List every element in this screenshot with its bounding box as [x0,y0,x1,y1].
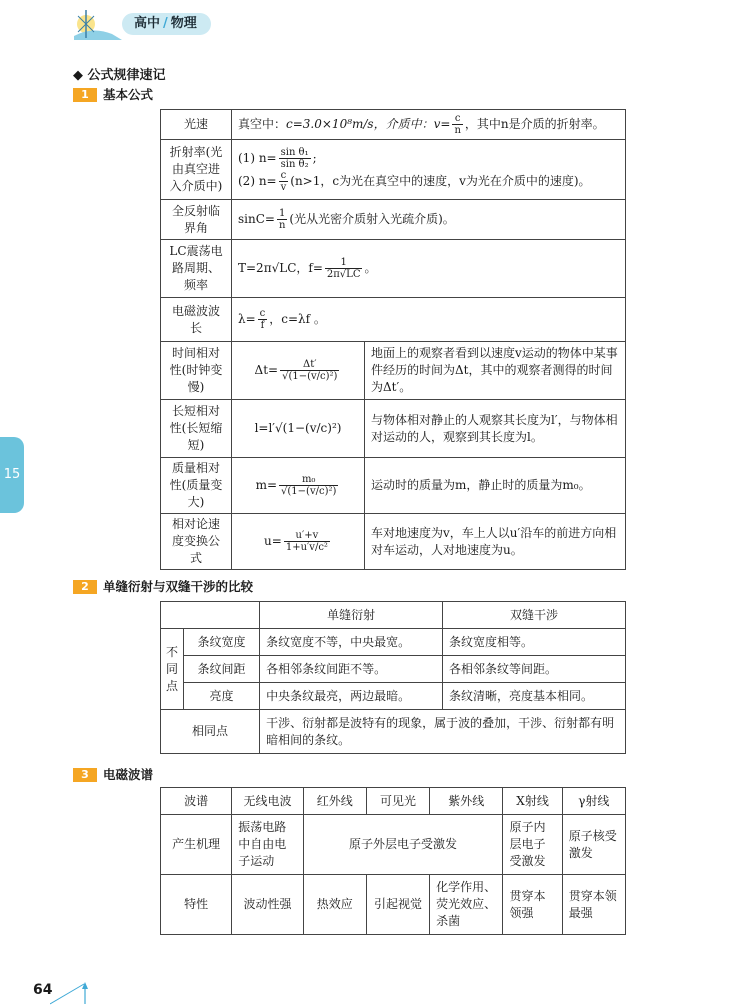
subsection-1 [73,88,153,102]
table-row [161,458,626,514]
compare-key: 条纹宽度 [184,629,260,656]
subsection-1-number: 1 [73,88,97,102]
row-label: 全反射临界角 [161,200,232,240]
compare-key: 亮度 [184,683,260,710]
col-header-single: 单缝衍射 [260,602,443,629]
row-label: 电磁波波长 [161,298,232,342]
subject-level: 高中 [134,16,161,31]
compare-single: 各相邻条纹间距不等。 [260,656,443,683]
subsection-3-number: 3 [73,768,97,782]
formula-cell: m= $\frac{\text{m₀}}{\text{√(1−(v/c)²)}}$ [232,458,365,514]
comparison-table [160,601,626,754]
characteristic-cell: 化学作用、荧光效应、杀菌 [430,875,503,935]
row-label: LC震荡电路周期、频率 [161,240,232,298]
mechanism-outer: 原子外层电子受激发 [303,815,503,875]
footer-arrow-icon [50,980,100,1006]
table-row [161,710,626,754]
formula-cell: 真空中：c=3.0×10⁸m/s，介质中：v= $\frac{c}{n}$ ，其中n是介质的折射率。 [232,110,626,140]
characteristic-cell: 热效应 [303,875,366,935]
description-cell: 与物体相对静止的人观察其长度为l′，与物体相对运动的人，观察到其长度为l。 [365,400,626,458]
spectrum-table [160,787,626,935]
spectrum-header: 紫外线 [430,788,503,815]
section-heading: ◆ 公式规律速记 [73,68,166,83]
same-text: 干涉、衍射都是波特有的现象，属于波的叠加，干涉、衍射都有明暗相间的条纹。 [260,710,626,754]
characteristic-cell: 波动性强 [232,875,303,935]
spectrum-header: X射线 [503,788,562,815]
subsection-2 [73,580,253,594]
characteristic-cell: 贯穿本领最强 [562,875,625,935]
characteristic-cell: 引起视觉 [366,875,429,935]
formula-cell: (1) n= $\frac{\text{sin θ₁}}{\text{sin θ₂}}$ ; (2) n= $\frac{c}{v}$ (n>1，c为光在真空中的速度，v为光在介质中的速度)。 [232,140,626,200]
table-row [161,298,626,342]
spectrum-header: 波谱 [161,788,232,815]
spectrum-header: 红外线 [303,788,366,815]
spectrum-header: 无线电波 [232,788,303,815]
table-row [161,815,626,875]
page-number: 64 [33,982,53,998]
subsection-1-title: 基本公式 [103,87,154,102]
subject-badge: 高中 / 物理 [122,13,211,35]
table-row [161,342,626,400]
characteristic-label: 特性 [161,875,232,935]
description-cell: 车对地速度为v，车上人以u′沿车的前进方向相对车运动，人对地速度为u。 [365,514,626,570]
compare-single: 中央条纹最亮，两边最暗。 [260,683,443,710]
row-label: 折射率(光由真空进入介质中) [161,140,232,200]
row-label: 相对论速度变换公式 [161,514,232,570]
table-row [161,200,626,240]
table-row [161,629,626,656]
spectrum-header: γ射线 [562,788,625,815]
compare-single: 条纹宽度不等，中央最宽。 [260,629,443,656]
description-cell: 运动时的质量为m，静止时的质量为m₀。 [365,458,626,514]
formula-cell: l=l′√(1−(v/c)²) [232,400,365,458]
subsection-3 [73,768,153,782]
table-row [161,400,626,458]
table-row [161,788,626,815]
compare-double: 各相邻条纹等间距。 [443,656,626,683]
spectrum-header: 可见光 [366,788,429,815]
mechanism-gamma: 原子核受激发 [562,815,625,875]
mechanism-xray: 原子内层电子受激发 [503,815,562,875]
subsection-2-number: 2 [73,580,97,594]
description-cell: 地面上的观察者看到以速度v运动的物体中某事件经历的时间为Δt，其中的观察者测得的时间为Δt′。 [365,342,626,400]
characteristic-cell: 贯穿本领强 [503,875,562,935]
same-label: 相同点 [161,710,260,754]
row-label: 光速 [161,110,232,140]
row-label: 长短相对性(长短缩短) [161,400,232,458]
table-row [161,110,626,140]
subject-name: 物理 [170,16,197,31]
diff-label: 不同点 [161,629,184,710]
table-row [161,683,626,710]
formula-cell: sinC= $\frac{1}{n}$ (光从光密介质射入光疏介质)。 [232,200,626,240]
compare-key: 条纹间距 [184,656,260,683]
compare-double: 条纹清晰，亮度基本相同。 [443,683,626,710]
basic-formula-table [160,109,626,570]
table-row [161,140,626,200]
row-label: 质量相对性(质量变大) [161,458,232,514]
table-row [161,875,626,935]
compare-double: 条纹宽度相等。 [443,629,626,656]
formula-cell: Δt= $\frac{\Delta t'}{\text{√(1−(v/c)²)}}$ [232,342,365,400]
table-row [161,514,626,570]
formula-cell: T=2π√LC，f= $\frac{1}{2\pi√LC}$ 。 [232,240,626,298]
mechanism-label: 产生机理 [161,815,232,875]
section-title: 公式规律速记 [87,68,166,83]
subsection-3-title: 电磁波谱 [103,767,154,782]
mechanism-radio: 振荡电路中自由电子运动 [232,815,303,875]
chapter-tab: 15 [0,437,24,513]
header-logo [72,6,124,42]
table-row [161,656,626,683]
table-row [161,240,626,298]
col-header-double: 双缝干涉 [443,602,626,629]
formula-cell: λ= $\frac{c}{f}$ ，c=λf 。 [232,298,626,342]
row-label: 时间相对性(时钟变慢) [161,342,232,400]
table-row [161,602,626,629]
subsection-2-title: 单缝衍射与双缝干涉的比较 [103,579,254,594]
formula-cell: u= $\frac{u'+v}{\text{1+u′v/c²}}$ [232,514,365,570]
